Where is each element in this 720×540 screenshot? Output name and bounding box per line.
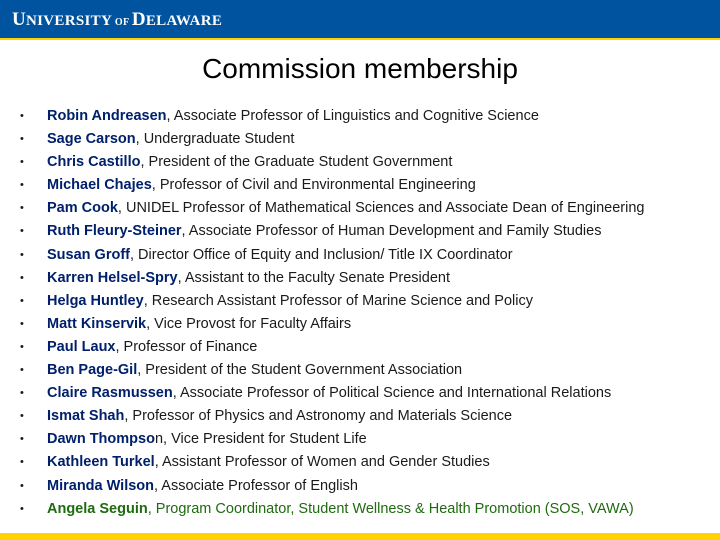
- member-role: , Professor of Physics and Astronomy and Materials Science: [124, 408, 513, 425]
- bullet-icon: •: [20, 456, 24, 469]
- member-role: n, Vice President for Student Life: [154, 431, 367, 448]
- member-name: Ruth Fleury-Steiner: [47, 223, 182, 240]
- bullet-icon: •: [20, 271, 24, 284]
- list-item: [18, 314, 645, 337]
- bullet-icon: •: [20, 340, 24, 353]
- member-role: , Undergraduate Student: [135, 131, 295, 148]
- header-gold-rule: [0, 38, 720, 40]
- bullet-icon: •: [20, 410, 24, 423]
- list-item: [18, 268, 645, 291]
- bullet-icon: •: [20, 133, 24, 146]
- member-name: Sage Carson: [47, 131, 136, 148]
- bullet-icon: •: [20, 179, 24, 192]
- list-item: [18, 245, 645, 268]
- header-bar: [0, 0, 720, 38]
- member-name: Ben Page-Gil: [47, 362, 138, 379]
- bullet-icon: •: [20, 387, 24, 400]
- bullet-icon: •: [20, 317, 24, 330]
- member-role: , Director Office of Equity and Inclusion/ Title IX Coordinator: [129, 246, 513, 263]
- list-item: [18, 129, 645, 152]
- member-role: , Associate Professor of English: [154, 477, 358, 494]
- bullet-icon: •: [20, 225, 24, 238]
- member-name: Matt Kinservik: [47, 315, 147, 332]
- member-role: , Associate Professor of Linguistics and Cognitive Science: [166, 108, 539, 124]
- list-item: [18, 221, 645, 244]
- member-name: Karren Helsel-Spry: [47, 269, 178, 286]
- list-item: [18, 383, 645, 406]
- list-item: [18, 175, 645, 198]
- membership-list: [18, 106, 645, 522]
- member-name: Pam Cook: [47, 200, 118, 217]
- bullet-icon: •: [20, 202, 24, 215]
- member-role: , Research Assistant Professor of Marine Science and Policy: [143, 292, 533, 309]
- list-item: [18, 152, 645, 175]
- bullet-icon: •: [20, 364, 24, 377]
- member-role: , UNIDEL Professor of Mathematical Sciences and Associate Dean of Engineering: [117, 200, 645, 217]
- member-name: Susan Groff: [47, 246, 130, 263]
- member-name: Ismat Shah: [47, 408, 125, 425]
- list-item: [18, 452, 645, 475]
- list-item: [18, 106, 645, 129]
- member-name: Dawn Thompso: [47, 431, 155, 448]
- slide-title: Commission membership: [202, 53, 518, 84]
- university-logo: UNIVERSITY OF DELAWARE: [12, 9, 223, 30]
- list-item: [18, 291, 645, 314]
- bullet-icon: •: [20, 502, 24, 515]
- bullet-icon: •: [20, 248, 24, 261]
- member-name: Helga Huntley: [47, 292, 144, 309]
- list-item: [18, 337, 645, 360]
- member-role: , Assistant Professor of Women and Gender Studies: [154, 454, 490, 471]
- bullet-icon: •: [20, 110, 24, 122]
- member-name: Paul Laux: [47, 338, 116, 355]
- member-role: , Associate Professor of Human Development and Family Studies: [181, 223, 602, 240]
- member-name: Miranda Wilson: [47, 477, 155, 494]
- bullet-icon: •: [20, 156, 24, 169]
- list-item: [18, 198, 645, 221]
- member-role: , President of the Graduate Student Government: [140, 154, 453, 171]
- bullet-icon: •: [20, 479, 24, 492]
- bullet-icon: •: [20, 294, 24, 307]
- member-role: , Assistant to the Faculty Senate President: [177, 269, 450, 286]
- member-role: , Professor of Finance: [115, 338, 258, 355]
- member-name: Chris Castillo: [47, 154, 141, 171]
- list-item: [18, 429, 645, 452]
- member-role: , Program Coordinator, Student Wellness & Health Promotion (SOS, VAWA): [147, 500, 634, 517]
- list-item: [18, 360, 645, 383]
- member-role: , President of the Student Government Association: [137, 362, 463, 379]
- member-role: , Vice Provost for Faculty Affairs: [146, 315, 352, 332]
- member-name: Kathleen Turkel: [47, 454, 155, 471]
- list-item: [18, 406, 645, 429]
- member-role: , Associate Professor of Political Science and International Relations: [172, 385, 612, 402]
- member-name: Michael Chajes: [47, 177, 152, 194]
- member-name: Angela Seguin: [47, 500, 148, 517]
- member-name: Claire Rasmussen: [47, 385, 173, 402]
- footer-gold-bar: [0, 533, 720, 540]
- member-name: Robin Andreasen: [47, 108, 167, 124]
- list-item: [18, 476, 645, 499]
- bullet-icon: •: [20, 433, 24, 446]
- member-role: , Professor of Civil and Environmental Engineering: [151, 177, 476, 194]
- list-item: [18, 499, 645, 522]
